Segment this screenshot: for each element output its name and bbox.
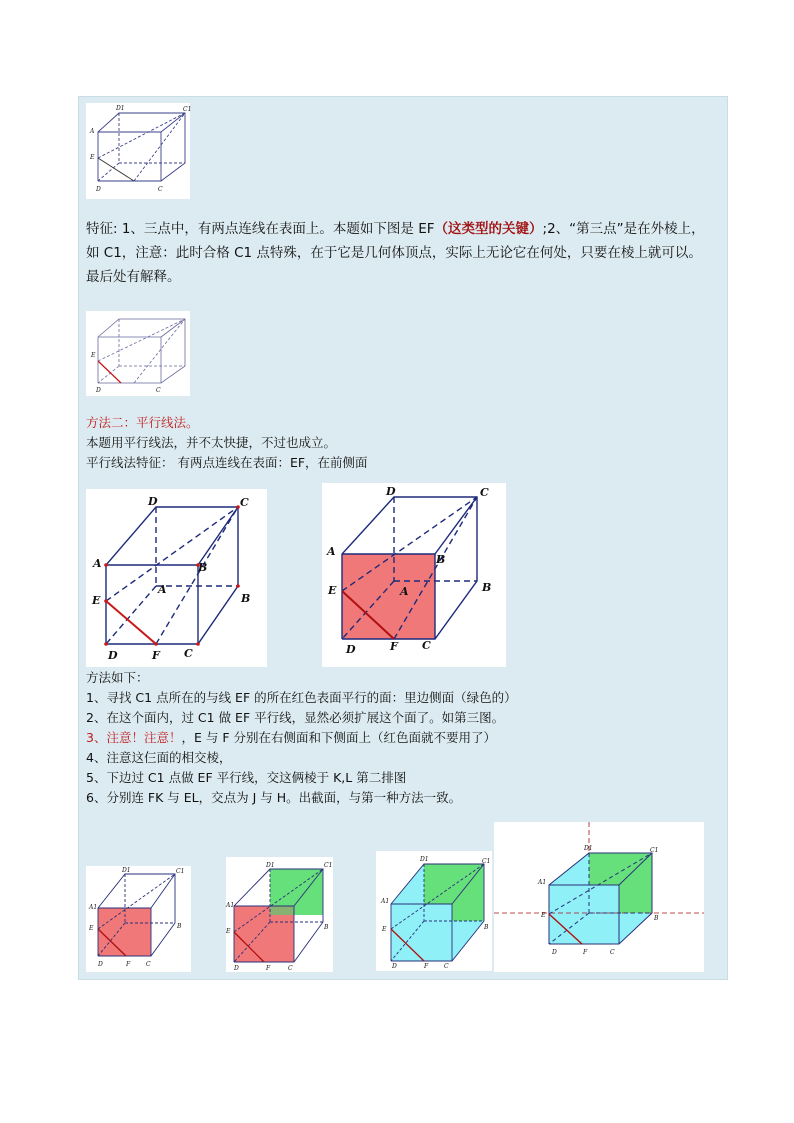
svg-text:F: F [126, 961, 131, 968]
method-two-block [86, 413, 368, 473]
svg-text:C: C [422, 639, 431, 652]
svg-text:D: D [386, 485, 396, 498]
svg-text:E: E [90, 154, 95, 161]
svg-text:B: B [484, 924, 489, 931]
method-two-prefix: 方法二： [86, 415, 137, 430]
svg-text:B: B [654, 915, 659, 922]
svg-text:B: B [198, 561, 208, 574]
svg-text:F: F [152, 649, 160, 662]
svg-text:D1: D1 [584, 845, 593, 852]
svg-text:E: E [328, 584, 337, 597]
step-3-num: 3、 [86, 730, 107, 745]
svg-text:C1: C1 [324, 862, 333, 869]
svg-text:C: C [444, 963, 449, 970]
svg-text:A: A [327, 545, 336, 558]
step-1: 1、寻找 C1 点所在的与线 EF 的所在红色表面平行的面：里边侧面（绿色的） [86, 690, 517, 705]
cube-figure-2 [86, 311, 190, 396]
svg-text:A1: A1 [381, 898, 390, 905]
step-5: 5、下边过 C1 点做 EF 平行线，交这俩棱于 K,L 第二排图 [86, 770, 407, 785]
svg-text:C1: C1 [482, 858, 491, 865]
svg-text:B: B [241, 592, 251, 605]
svg-text:F: F [390, 640, 398, 653]
svg-text:D: D [392, 963, 397, 970]
cube-figure-8 [494, 822, 704, 972]
method-two-desc: 本题用平行线法，并不太快捷，不过也成立。 [86, 435, 337, 450]
svg-text:A1: A1 [538, 879, 547, 886]
svg-text:F: F [266, 965, 271, 972]
svg-text:D1: D1 [266, 862, 275, 869]
svg-text:C: C [158, 186, 163, 193]
svg-text:C: C [146, 961, 151, 968]
steps-block [86, 668, 517, 808]
svg-text:C: C [240, 496, 249, 509]
svg-text:F: F [583, 949, 588, 956]
svg-text:A: A [158, 583, 167, 596]
svg-text:E: E [91, 352, 96, 359]
feature-paragraph [86, 218, 705, 288]
method-two-name: 平行线法。 [136, 415, 199, 430]
svg-text:C: C [156, 387, 161, 394]
svg-text:A1: A1 [226, 902, 235, 909]
step-3-warning: 注意！注意！ [106, 730, 182, 745]
svg-text:D1: D1 [420, 856, 429, 863]
step-2: 2、在这个面内，过 C1 做 EF 平行线，显然必须扩展这个面了。如第三图。 [86, 710, 505, 725]
step-4: 4、注意这仨面的相交棱， [86, 750, 232, 765]
svg-text:D: D [96, 186, 101, 193]
svg-text:E: E [226, 928, 231, 935]
cube-figure-6 [226, 857, 333, 972]
svg-text:C: C [610, 949, 615, 956]
cube-figure-5 [86, 866, 191, 972]
svg-text:D: D [346, 643, 356, 656]
svg-text:B: B [324, 924, 329, 931]
svg-text:D1: D1 [116, 105, 125, 112]
steps-intro: 方法如下： [86, 670, 149, 685]
feature-line1-highlight: （这类型的关键） [434, 221, 543, 237]
svg-text:A: A [90, 128, 95, 135]
svg-text:D: D [234, 965, 239, 972]
svg-text:E: E [541, 912, 546, 919]
svg-text:A1: A1 [89, 904, 98, 911]
svg-text:E: E [382, 926, 387, 933]
method-two-feature: 平行线法特征： 有两点连线在表面：EF，在前侧面 [86, 455, 368, 470]
step-3-rest: ，E 与 F 分别在右侧面和下侧面上（红色面就不要用了） [181, 730, 496, 745]
svg-text:E: E [89, 925, 94, 932]
svg-text:D: D [108, 649, 118, 662]
svg-text:C1: C1 [650, 847, 659, 854]
svg-text:D1: D1 [122, 867, 131, 874]
feature-line1-post: ;2、“第三点”是在外棱上， [542, 221, 705, 237]
svg-text:B: B [436, 553, 446, 566]
svg-text:C: C [480, 486, 489, 499]
cube-figure-7 [376, 851, 492, 971]
cube-figure-3 [86, 489, 267, 667]
svg-text:C: C [184, 647, 193, 660]
svg-text:D: D [98, 961, 103, 968]
feature-line1-pre: 特征: 1、三点中，有两点连线在表面上。本题如下图是 EF [86, 221, 435, 237]
cube-figure-4 [322, 483, 506, 667]
cube-figure-1 [86, 103, 190, 199]
svg-text:D: D [552, 949, 557, 956]
feature-line3: 最后处有解释。 [86, 269, 181, 285]
svg-text:A: A [93, 557, 102, 570]
svg-text:D: D [96, 387, 101, 394]
svg-text:F: F [424, 963, 429, 970]
svg-text:C1: C1 [176, 868, 185, 875]
svg-text:E: E [92, 594, 101, 607]
svg-text:B: B [482, 581, 492, 594]
svg-text:A: A [400, 585, 409, 598]
feature-line2: 如 C1，注意：此时合格 C1 点特殊，在于它是几何体顶点，实际上无论它在何处，只要在棱上就可以。 [86, 245, 702, 261]
step-6: 6、分别连 FK 与 EL，交点为 J 与 H。出截面，与第一种方法一致。 [86, 790, 462, 805]
svg-text:D: D [148, 495, 158, 508]
svg-text:B: B [177, 923, 182, 930]
svg-text:C1: C1 [183, 106, 192, 113]
svg-text:C: C [288, 965, 293, 972]
